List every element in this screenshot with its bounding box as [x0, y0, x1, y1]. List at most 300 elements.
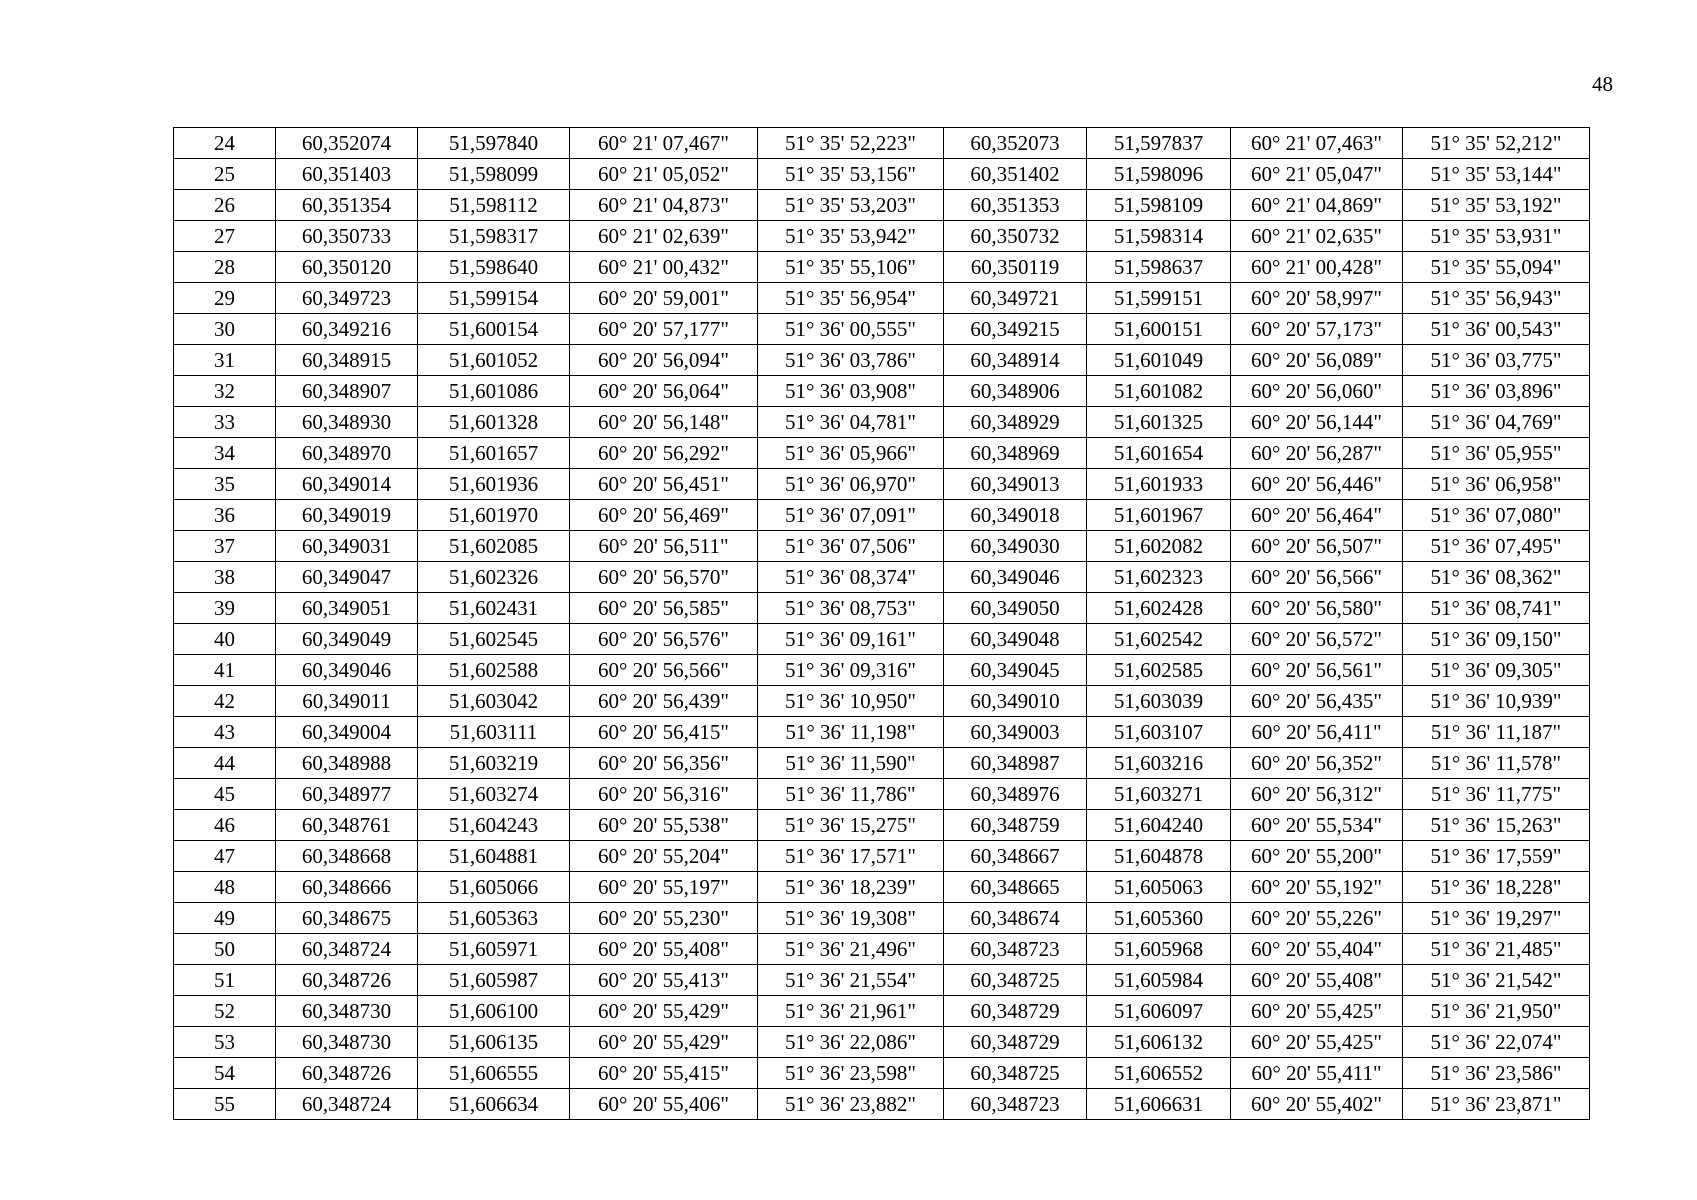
longitude-dms-cell: 60° 20' 55,204" — [570, 841, 758, 872]
longitude-dms-cell: 60° 20' 55,415" — [570, 1058, 758, 1089]
longitude-decimal-alt-cell: 60,349215 — [944, 314, 1087, 345]
latitude-dms-cell: 51° 36' 11,786" — [758, 779, 944, 810]
longitude-decimal-alt-cell: 60,348969 — [944, 438, 1087, 469]
table-row — [174, 159, 1590, 190]
longitude-dms-cell: 60° 20' 56,292" — [570, 438, 758, 469]
longitude-dms-alt-cell: 60° 20' 56,507" — [1231, 531, 1403, 562]
latitude-dms-alt-cell: 51° 36' 04,769" — [1403, 407, 1590, 438]
table-row — [174, 593, 1590, 624]
longitude-decimal-alt-cell: 60,349045 — [944, 655, 1087, 686]
longitude-decimal-alt-cell: 60,348929 — [944, 407, 1087, 438]
longitude-dms-cell: 60° 20' 55,197" — [570, 872, 758, 903]
latitude-decimal-cell: 51,601328 — [418, 407, 570, 438]
table-row — [174, 376, 1590, 407]
latitude-dms-alt-cell: 51° 36' 07,080" — [1403, 500, 1590, 531]
longitude-dms-alt-cell: 60° 20' 56,435" — [1231, 686, 1403, 717]
latitude-decimal-cell: 51,606135 — [418, 1027, 570, 1058]
latitude-decimal-cell: 51,598317 — [418, 221, 570, 252]
latitude-dms-cell: 51° 35' 52,223" — [758, 128, 944, 159]
point-number-cell: 42 — [174, 686, 276, 717]
latitude-decimal-alt-cell: 51,602428 — [1087, 593, 1231, 624]
latitude-decimal-cell: 51,606634 — [418, 1089, 570, 1120]
longitude-dms-alt-cell: 60° 21' 05,047" — [1231, 159, 1403, 190]
latitude-decimal-alt-cell: 51,602082 — [1087, 531, 1231, 562]
page-number: 48 — [1592, 72, 1613, 96]
latitude-decimal-alt-cell: 51,606552 — [1087, 1058, 1231, 1089]
latitude-dms-alt-cell: 51° 35' 52,212" — [1403, 128, 1590, 159]
table-row — [174, 128, 1590, 159]
longitude-decimal-cell: 60,348730 — [276, 1027, 418, 1058]
longitude-dms-alt-cell: 60° 21' 07,463" — [1231, 128, 1403, 159]
latitude-decimal-alt-cell: 51,601082 — [1087, 376, 1231, 407]
latitude-decimal-cell: 51,601657 — [418, 438, 570, 469]
longitude-decimal-cell: 60,348724 — [276, 1089, 418, 1120]
longitude-dms-alt-cell: 60° 20' 56,312" — [1231, 779, 1403, 810]
table-row — [174, 1089, 1590, 1120]
longitude-dms-cell: 60° 20' 56,469" — [570, 500, 758, 531]
table-row — [174, 686, 1590, 717]
longitude-decimal-cell: 60,348970 — [276, 438, 418, 469]
longitude-dms-cell: 60° 20' 56,415" — [570, 717, 758, 748]
latitude-dms-alt-cell: 51° 36' 08,741" — [1403, 593, 1590, 624]
latitude-dms-cell: 51° 36' 04,781" — [758, 407, 944, 438]
latitude-decimal-alt-cell: 51,605360 — [1087, 903, 1231, 934]
latitude-decimal-cell: 51,604243 — [418, 810, 570, 841]
longitude-decimal-cell: 60,349049 — [276, 624, 418, 655]
latitude-decimal-alt-cell: 51,605063 — [1087, 872, 1231, 903]
point-number-cell: 54 — [174, 1058, 276, 1089]
longitude-dms-cell: 60° 21' 02,639" — [570, 221, 758, 252]
longitude-dms-alt-cell: 60° 20' 55,425" — [1231, 996, 1403, 1027]
longitude-dms-cell: 60° 20' 55,538" — [570, 810, 758, 841]
point-number-cell: 39 — [174, 593, 276, 624]
table-row — [174, 221, 1590, 252]
latitude-decimal-cell: 51,604881 — [418, 841, 570, 872]
longitude-decimal-cell: 60,349047 — [276, 562, 418, 593]
latitude-decimal-cell: 51,601086 — [418, 376, 570, 407]
latitude-dms-alt-cell: 51° 36' 17,559" — [1403, 841, 1590, 872]
latitude-dms-alt-cell: 51° 36' 03,775" — [1403, 345, 1590, 376]
latitude-dms-cell: 51° 36' 03,908" — [758, 376, 944, 407]
longitude-decimal-cell: 60,349216 — [276, 314, 418, 345]
longitude-decimal-cell: 60,348668 — [276, 841, 418, 872]
latitude-dms-cell: 51° 36' 18,239" — [758, 872, 944, 903]
longitude-dms-alt-cell: 60° 20' 55,226" — [1231, 903, 1403, 934]
point-number-cell: 24 — [174, 128, 276, 159]
latitude-dms-cell: 51° 36' 11,198" — [758, 717, 944, 748]
table-row — [174, 779, 1590, 810]
longitude-decimal-cell: 60,348675 — [276, 903, 418, 934]
longitude-dms-cell: 60° 20' 55,429" — [570, 1027, 758, 1058]
point-number-cell: 45 — [174, 779, 276, 810]
longitude-decimal-alt-cell: 60,348906 — [944, 376, 1087, 407]
latitude-dms-alt-cell: 51° 36' 05,955" — [1403, 438, 1590, 469]
longitude-dms-alt-cell: 60° 20' 57,173" — [1231, 314, 1403, 345]
latitude-dms-alt-cell: 51° 36' 06,958" — [1403, 469, 1590, 500]
latitude-dms-alt-cell: 51° 36' 21,542" — [1403, 965, 1590, 996]
longitude-decimal-alt-cell: 60,348674 — [944, 903, 1087, 934]
point-number-cell: 36 — [174, 500, 276, 531]
latitude-decimal-alt-cell: 51,603039 — [1087, 686, 1231, 717]
longitude-dms-alt-cell: 60° 21' 00,428" — [1231, 252, 1403, 283]
latitude-dms-cell: 51° 36' 10,950" — [758, 686, 944, 717]
table-row — [174, 965, 1590, 996]
latitude-decimal-cell: 51,603042 — [418, 686, 570, 717]
longitude-dms-alt-cell: 60° 20' 55,534" — [1231, 810, 1403, 841]
longitude-dms-cell: 60° 20' 55,406" — [570, 1089, 758, 1120]
longitude-decimal-cell: 60,348666 — [276, 872, 418, 903]
latitude-decimal-cell: 51,603274 — [418, 779, 570, 810]
latitude-dms-alt-cell: 51° 36' 11,578" — [1403, 748, 1590, 779]
longitude-dms-alt-cell: 60° 20' 58,997" — [1231, 283, 1403, 314]
point-number-cell: 40 — [174, 624, 276, 655]
longitude-dms-alt-cell: 60° 20' 55,404" — [1231, 934, 1403, 965]
point-number-cell: 34 — [174, 438, 276, 469]
latitude-dms-alt-cell: 51° 36' 09,150" — [1403, 624, 1590, 655]
longitude-dms-cell: 60° 20' 56,576" — [570, 624, 758, 655]
latitude-decimal-cell: 51,606100 — [418, 996, 570, 1027]
point-number-cell: 32 — [174, 376, 276, 407]
latitude-decimal-cell: 51,605363 — [418, 903, 570, 934]
latitude-decimal-alt-cell: 51,602542 — [1087, 624, 1231, 655]
longitude-dms-cell: 60° 20' 55,230" — [570, 903, 758, 934]
point-number-cell: 47 — [174, 841, 276, 872]
latitude-dms-alt-cell: 51° 36' 21,485" — [1403, 934, 1590, 965]
longitude-decimal-alt-cell: 60,349003 — [944, 717, 1087, 748]
longitude-decimal-cell: 60,348726 — [276, 1058, 418, 1089]
table-row — [174, 314, 1590, 345]
table-row — [174, 624, 1590, 655]
latitude-decimal-cell: 51,598112 — [418, 190, 570, 221]
longitude-decimal-alt-cell: 60,349030 — [944, 531, 1087, 562]
point-number-cell: 55 — [174, 1089, 276, 1120]
longitude-dms-cell: 60° 20' 56,570" — [570, 562, 758, 593]
latitude-dms-alt-cell: 51° 35' 56,943" — [1403, 283, 1590, 314]
latitude-dms-cell: 51° 36' 23,882" — [758, 1089, 944, 1120]
longitude-dms-alt-cell: 60° 20' 56,572" — [1231, 624, 1403, 655]
latitude-decimal-cell: 51,598099 — [418, 159, 570, 190]
longitude-decimal-cell: 60,349031 — [276, 531, 418, 562]
longitude-dms-alt-cell: 60° 20' 56,089" — [1231, 345, 1403, 376]
latitude-dms-cell: 51° 36' 11,590" — [758, 748, 944, 779]
latitude-dms-alt-cell: 51° 36' 00,543" — [1403, 314, 1590, 345]
latitude-decimal-alt-cell: 51,606132 — [1087, 1027, 1231, 1058]
longitude-dms-alt-cell: 60° 20' 56,352" — [1231, 748, 1403, 779]
longitude-decimal-cell: 60,348930 — [276, 407, 418, 438]
table-row — [174, 252, 1590, 283]
latitude-dms-cell: 51° 36' 06,970" — [758, 469, 944, 500]
latitude-decimal-alt-cell: 51,598314 — [1087, 221, 1231, 252]
latitude-decimal-alt-cell: 51,605968 — [1087, 934, 1231, 965]
table-row — [174, 283, 1590, 314]
point-number-cell: 50 — [174, 934, 276, 965]
latitude-dms-alt-cell: 51° 36' 22,074" — [1403, 1027, 1590, 1058]
table-row — [174, 996, 1590, 1027]
longitude-decimal-cell: 60,352074 — [276, 128, 418, 159]
longitude-decimal-cell: 60,350120 — [276, 252, 418, 283]
latitude-decimal-cell: 51,605987 — [418, 965, 570, 996]
longitude-dms-alt-cell: 60° 21' 04,869" — [1231, 190, 1403, 221]
latitude-decimal-alt-cell: 51,601933 — [1087, 469, 1231, 500]
table-row — [174, 345, 1590, 376]
table-row — [174, 531, 1590, 562]
latitude-dms-cell: 51° 35' 53,156" — [758, 159, 944, 190]
latitude-dms-alt-cell: 51° 35' 53,192" — [1403, 190, 1590, 221]
latitude-decimal-alt-cell: 51,603107 — [1087, 717, 1231, 748]
table-row — [174, 190, 1590, 221]
latitude-dms-cell: 51° 36' 07,506" — [758, 531, 944, 562]
latitude-dms-cell: 51° 36' 22,086" — [758, 1027, 944, 1058]
longitude-decimal-alt-cell: 60,350732 — [944, 221, 1087, 252]
latitude-decimal-alt-cell: 51,606097 — [1087, 996, 1231, 1027]
longitude-dms-cell: 60° 21' 05,052" — [570, 159, 758, 190]
longitude-decimal-cell: 60,348761 — [276, 810, 418, 841]
longitude-decimal-alt-cell: 60,350119 — [944, 252, 1087, 283]
latitude-decimal-cell: 51,605971 — [418, 934, 570, 965]
longitude-decimal-cell: 60,350733 — [276, 221, 418, 252]
latitude-decimal-cell: 51,606555 — [418, 1058, 570, 1089]
longitude-dms-alt-cell: 60° 20' 56,287" — [1231, 438, 1403, 469]
latitude-dms-cell: 51° 36' 15,275" — [758, 810, 944, 841]
latitude-decimal-alt-cell: 51,604240 — [1087, 810, 1231, 841]
latitude-dms-cell: 51° 36' 17,571" — [758, 841, 944, 872]
table-row — [174, 500, 1590, 531]
longitude-dms-alt-cell: 60° 20' 56,566" — [1231, 562, 1403, 593]
point-number-cell: 25 — [174, 159, 276, 190]
longitude-dms-alt-cell: 60° 20' 56,580" — [1231, 593, 1403, 624]
longitude-dms-alt-cell: 60° 20' 55,192" — [1231, 872, 1403, 903]
point-number-cell: 38 — [174, 562, 276, 593]
longitude-dms-alt-cell: 60° 20' 56,144" — [1231, 407, 1403, 438]
latitude-dms-cell: 51° 36' 21,554" — [758, 965, 944, 996]
latitude-decimal-cell: 51,603111 — [418, 717, 570, 748]
latitude-dms-alt-cell: 51° 35' 53,931" — [1403, 221, 1590, 252]
point-number-cell: 37 — [174, 531, 276, 562]
longitude-dms-cell: 60° 20' 56,064" — [570, 376, 758, 407]
longitude-dms-cell: 60° 20' 56,356" — [570, 748, 758, 779]
latitude-decimal-cell: 51,602085 — [418, 531, 570, 562]
point-number-cell: 29 — [174, 283, 276, 314]
latitude-dms-cell: 51° 36' 08,374" — [758, 562, 944, 593]
latitude-decimal-cell: 51,597840 — [418, 128, 570, 159]
point-number-cell: 26 — [174, 190, 276, 221]
longitude-decimal-cell: 60,348726 — [276, 965, 418, 996]
point-number-cell: 27 — [174, 221, 276, 252]
latitude-decimal-alt-cell: 51,604878 — [1087, 841, 1231, 872]
longitude-decimal-alt-cell: 60,349046 — [944, 562, 1087, 593]
point-number-cell: 35 — [174, 469, 276, 500]
longitude-dms-cell: 60° 20' 56,566" — [570, 655, 758, 686]
table-row — [174, 469, 1590, 500]
longitude-dms-alt-cell: 60° 20' 55,200" — [1231, 841, 1403, 872]
longitude-dms-cell: 60° 21' 07,467" — [570, 128, 758, 159]
longitude-decimal-alt-cell: 60,348725 — [944, 965, 1087, 996]
longitude-dms-cell: 60° 20' 56,316" — [570, 779, 758, 810]
table-row — [174, 748, 1590, 779]
latitude-decimal-alt-cell: 51,601325 — [1087, 407, 1231, 438]
point-number-cell: 33 — [174, 407, 276, 438]
longitude-dms-alt-cell: 60° 20' 55,411" — [1231, 1058, 1403, 1089]
longitude-dms-cell: 60° 20' 56,511" — [570, 531, 758, 562]
longitude-decimal-alt-cell: 60,349013 — [944, 469, 1087, 500]
longitude-decimal-alt-cell: 60,349048 — [944, 624, 1087, 655]
latitude-dms-alt-cell: 51° 36' 09,305" — [1403, 655, 1590, 686]
point-number-cell: 46 — [174, 810, 276, 841]
longitude-dms-cell: 60° 20' 56,439" — [570, 686, 758, 717]
latitude-dms-alt-cell: 51° 36' 07,495" — [1403, 531, 1590, 562]
longitude-decimal-alt-cell: 60,348976 — [944, 779, 1087, 810]
table-row — [174, 841, 1590, 872]
latitude-decimal-alt-cell: 51,603216 — [1087, 748, 1231, 779]
longitude-dms-alt-cell: 60° 20' 56,060" — [1231, 376, 1403, 407]
latitude-decimal-cell: 51,602326 — [418, 562, 570, 593]
longitude-dms-cell: 60° 20' 55,408" — [570, 934, 758, 965]
latitude-dms-alt-cell: 51° 36' 10,939" — [1403, 686, 1590, 717]
longitude-dms-cell: 60° 20' 59,001" — [570, 283, 758, 314]
table-row — [174, 903, 1590, 934]
latitude-dms-cell: 51° 35' 55,106" — [758, 252, 944, 283]
table-row — [174, 407, 1590, 438]
longitude-decimal-alt-cell: 60,348723 — [944, 1089, 1087, 1120]
table-row — [174, 1027, 1590, 1058]
table-row — [174, 1058, 1590, 1089]
point-number-cell: 52 — [174, 996, 276, 1027]
longitude-decimal-alt-cell: 60,349721 — [944, 283, 1087, 314]
point-number-cell: 41 — [174, 655, 276, 686]
table-row — [174, 810, 1590, 841]
latitude-decimal-alt-cell: 51,601049 — [1087, 345, 1231, 376]
longitude-decimal-alt-cell: 60,348987 — [944, 748, 1087, 779]
latitude-dms-cell: 51° 36' 23,598" — [758, 1058, 944, 1089]
latitude-dms-alt-cell: 51° 35' 53,144" — [1403, 159, 1590, 190]
longitude-dms-alt-cell: 60° 20' 55,425" — [1231, 1027, 1403, 1058]
longitude-decimal-alt-cell: 60,351353 — [944, 190, 1087, 221]
latitude-decimal-alt-cell: 51,598637 — [1087, 252, 1231, 283]
latitude-dms-cell: 51° 36' 07,091" — [758, 500, 944, 531]
latitude-decimal-cell: 51,602545 — [418, 624, 570, 655]
latitude-dms-alt-cell: 51° 36' 23,871" — [1403, 1089, 1590, 1120]
latitude-dms-cell: 51° 35' 53,942" — [758, 221, 944, 252]
latitude-dms-alt-cell: 51° 36' 11,775" — [1403, 779, 1590, 810]
latitude-decimal-cell: 51,599154 — [418, 283, 570, 314]
point-number-cell: 53 — [174, 1027, 276, 1058]
longitude-decimal-cell: 60,349051 — [276, 593, 418, 624]
longitude-decimal-alt-cell: 60,348667 — [944, 841, 1087, 872]
longitude-decimal-cell: 60,349004 — [276, 717, 418, 748]
longitude-decimal-alt-cell: 60,349050 — [944, 593, 1087, 624]
longitude-dms-alt-cell: 60° 20' 56,561" — [1231, 655, 1403, 686]
latitude-dms-alt-cell: 51° 36' 08,362" — [1403, 562, 1590, 593]
point-number-cell: 44 — [174, 748, 276, 779]
longitude-dms-cell: 60° 21' 00,432" — [570, 252, 758, 283]
latitude-decimal-alt-cell: 51,601967 — [1087, 500, 1231, 531]
latitude-decimal-alt-cell: 51,606631 — [1087, 1089, 1231, 1120]
longitude-decimal-alt-cell: 60,348723 — [944, 934, 1087, 965]
latitude-decimal-cell: 51,600154 — [418, 314, 570, 345]
longitude-decimal-cell: 60,351354 — [276, 190, 418, 221]
latitude-decimal-alt-cell: 51,602585 — [1087, 655, 1231, 686]
longitude-decimal-alt-cell: 60,348729 — [944, 1027, 1087, 1058]
longitude-dms-alt-cell: 60° 20' 56,411" — [1231, 717, 1403, 748]
longitude-decimal-alt-cell: 60,348914 — [944, 345, 1087, 376]
longitude-dms-cell: 60° 20' 55,429" — [570, 996, 758, 1027]
latitude-decimal-alt-cell: 51,601654 — [1087, 438, 1231, 469]
longitude-decimal-alt-cell: 60,348725 — [944, 1058, 1087, 1089]
latitude-decimal-cell: 51,602431 — [418, 593, 570, 624]
table-row — [174, 655, 1590, 686]
longitude-dms-cell: 60° 20' 56,148" — [570, 407, 758, 438]
longitude-dms-cell: 60° 21' 04,873" — [570, 190, 758, 221]
latitude-dms-cell: 51° 35' 56,954" — [758, 283, 944, 314]
longitude-decimal-cell: 60,348988 — [276, 748, 418, 779]
latitude-decimal-alt-cell: 51,600151 — [1087, 314, 1231, 345]
longitude-dms-alt-cell: 60° 20' 55,402" — [1231, 1089, 1403, 1120]
longitude-dms-cell: 60° 20' 56,451" — [570, 469, 758, 500]
longitude-decimal-cell: 60,349019 — [276, 500, 418, 531]
latitude-dms-alt-cell: 51° 36' 21,950" — [1403, 996, 1590, 1027]
latitude-dms-alt-cell: 51° 36' 18,228" — [1403, 872, 1590, 903]
latitude-dms-cell: 51° 36' 08,753" — [758, 593, 944, 624]
point-number-cell: 49 — [174, 903, 276, 934]
latitude-dms-cell: 51° 36' 19,308" — [758, 903, 944, 934]
table-row — [174, 438, 1590, 469]
longitude-decimal-cell: 60,348907 — [276, 376, 418, 407]
longitude-decimal-alt-cell: 60,349018 — [944, 500, 1087, 531]
latitude-dms-alt-cell: 51° 36' 15,263" — [1403, 810, 1590, 841]
latitude-dms-cell: 51° 35' 53,203" — [758, 190, 944, 221]
coordinates-table-body — [174, 128, 1590, 1120]
longitude-decimal-cell: 60,349011 — [276, 686, 418, 717]
latitude-dms-cell: 51° 36' 21,961" — [758, 996, 944, 1027]
table-row — [174, 872, 1590, 903]
longitude-decimal-cell: 60,348730 — [276, 996, 418, 1027]
latitude-dms-alt-cell: 51° 35' 55,094" — [1403, 252, 1590, 283]
table-row — [174, 934, 1590, 965]
latitude-dms-alt-cell: 51° 36' 11,187" — [1403, 717, 1590, 748]
latitude-decimal-cell: 51,605066 — [418, 872, 570, 903]
latitude-decimal-alt-cell: 51,597837 — [1087, 128, 1231, 159]
latitude-decimal-cell: 51,601936 — [418, 469, 570, 500]
point-number-cell: 30 — [174, 314, 276, 345]
latitude-dms-cell: 51° 36' 00,555" — [758, 314, 944, 345]
table-row — [174, 562, 1590, 593]
latitude-decimal-alt-cell: 51,603271 — [1087, 779, 1231, 810]
latitude-dms-cell: 51° 36' 03,786" — [758, 345, 944, 376]
longitude-decimal-cell: 60,349046 — [276, 655, 418, 686]
longitude-dms-cell: 60° 20' 56,094" — [570, 345, 758, 376]
longitude-decimal-cell: 60,349014 — [276, 469, 418, 500]
latitude-dms-cell: 51° 36' 21,496" — [758, 934, 944, 965]
longitude-decimal-cell: 60,351403 — [276, 159, 418, 190]
longitude-dms-alt-cell: 60° 20' 56,464" — [1231, 500, 1403, 531]
longitude-decimal-cell: 60,348915 — [276, 345, 418, 376]
latitude-decimal-cell: 51,602588 — [418, 655, 570, 686]
latitude-dms-alt-cell: 51° 36' 19,297" — [1403, 903, 1590, 934]
latitude-dms-alt-cell: 51° 36' 23,586" — [1403, 1058, 1590, 1089]
longitude-decimal-alt-cell: 60,348729 — [944, 996, 1087, 1027]
coordinates-table — [173, 127, 1590, 1120]
latitude-decimal-cell: 51,598640 — [418, 252, 570, 283]
latitude-decimal-alt-cell: 51,598109 — [1087, 190, 1231, 221]
latitude-decimal-alt-cell: 51,598096 — [1087, 159, 1231, 190]
latitude-dms-alt-cell: 51° 36' 03,896" — [1403, 376, 1590, 407]
longitude-dms-cell: 60° 20' 57,177" — [570, 314, 758, 345]
latitude-dms-cell: 51° 36' 09,316" — [758, 655, 944, 686]
longitude-dms-cell: 60° 20' 56,585" — [570, 593, 758, 624]
latitude-decimal-cell: 51,601052 — [418, 345, 570, 376]
longitude-decimal-alt-cell: 60,349010 — [944, 686, 1087, 717]
longitude-decimal-alt-cell: 60,348759 — [944, 810, 1087, 841]
